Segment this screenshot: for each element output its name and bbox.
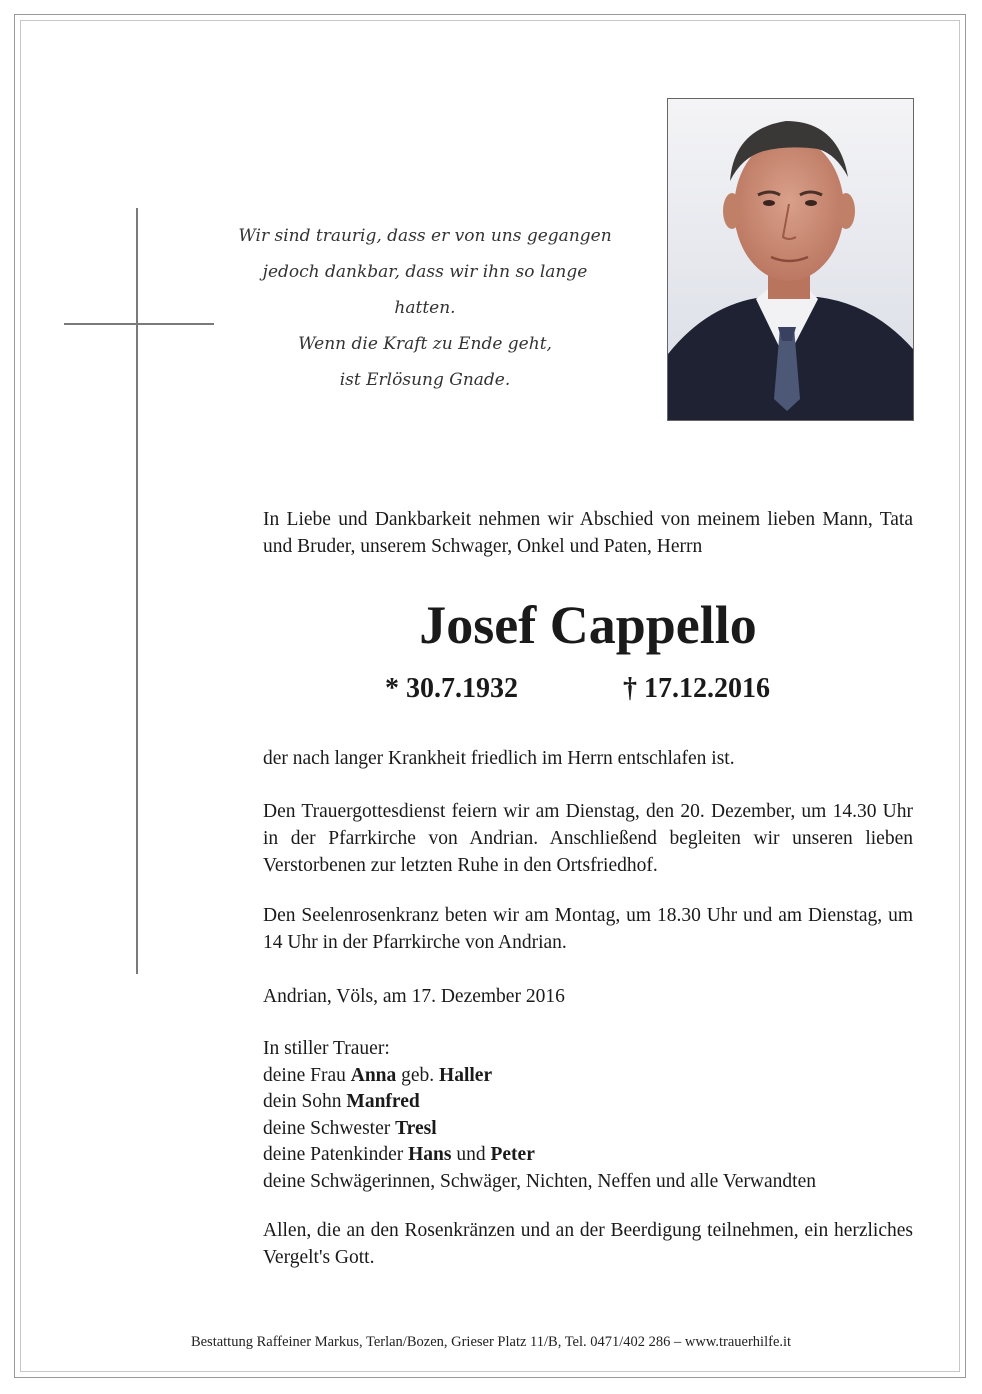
mourner-relation: deine Patenkinder (263, 1144, 404, 1165)
deceased-name: Josef Cappello (419, 595, 757, 655)
passing-text: der nach langer Krankheit friedlich im Herrn entschlafen ist. (263, 748, 735, 769)
quote-line: Wenn die Kraft zu Ende geht, (298, 334, 552, 354)
place-date: Andrian, Völs, am 17. Dezember 2016 (263, 986, 565, 1007)
mourner-relation: deine Frau (263, 1064, 346, 1086)
rosary-text: Den Seelenrosenkranz beten wir am Montag, um 18.30 Uhr und am Dienstag, um 14 Uhr in der Pfarrkirche von Andrian. (263, 905, 913, 953)
mourners-heading: In stiller Trauer: (263, 1038, 390, 1059)
mourner-sister (263, 1116, 913, 1143)
memorial-quote (230, 218, 620, 398)
funeral-home-footer: Bestattung Raffeiner Markus, Terlan/Bozen, Grieser Platz 11/B, Tel. 0471/402 286 – www.trauerhilfe.it (190, 1334, 792, 1350)
mourner-geb: geb. (401, 1064, 435, 1086)
death-date: † 17.12.2016 (623, 673, 770, 704)
portrait-photo (667, 98, 914, 421)
thanks-text: Allen, die an den Rosenkränzen und an der Beerdigung teilnehmen, ein herzliches Vergelt's Gott. (263, 1220, 913, 1268)
mourner-name: Manfred (346, 1091, 420, 1112)
cross-horizontal-bar (64, 323, 214, 325)
mourner-name: Tresl (395, 1117, 437, 1139)
intro-paragraph (263, 506, 913, 560)
portrait-image (668, 99, 913, 420)
intro-text: In Liebe und Dankbarkeit nehmen wir Abschied von meinem lieben Mann, Tata und Bruder, unserem Schwager, Onkel und Paten, Herrn (263, 509, 913, 557)
mourner-conjunction: und (456, 1144, 486, 1165)
mourner-relation: dein Sohn (263, 1091, 342, 1112)
mourner-relation: deine Schwester (263, 1117, 391, 1139)
mourner-godchildren (263, 1142, 913, 1169)
mourner-relatives: deine Schwägerinnen, Schwäger, Nichten, Neffen und alle Verwandten (263, 1170, 816, 1192)
mourner-maiden-name: Haller (439, 1064, 493, 1086)
service-text: Den Trauergottesdienst feiern wir am Dienstag, den 20. Dezember, um 14.30 Uhr in der Pfarrkirche von Andrian. Anschließend begleiten wir unseren lieben Verstorbenen zur letzten Ruhe in den Ortsfriedhof. (263, 801, 913, 876)
mourner-name: Peter (490, 1144, 535, 1165)
mourner-son (263, 1089, 913, 1116)
quote-line: Wir sind traurig, dass er von uns gegangen (238, 226, 612, 246)
life-dates (263, 672, 913, 706)
mourner-name: Anna (350, 1064, 397, 1086)
birth-date: * 30.7.1932 (385, 673, 518, 704)
mourner-name: Hans (408, 1144, 452, 1165)
quote-line: ist Erlösung Gnade. (339, 370, 511, 390)
mourner-wife (263, 1063, 913, 1090)
mourners-list (263, 1036, 913, 1195)
quote-line: jedoch dankbar, dass wir ihn so lange hatten. (262, 262, 588, 318)
